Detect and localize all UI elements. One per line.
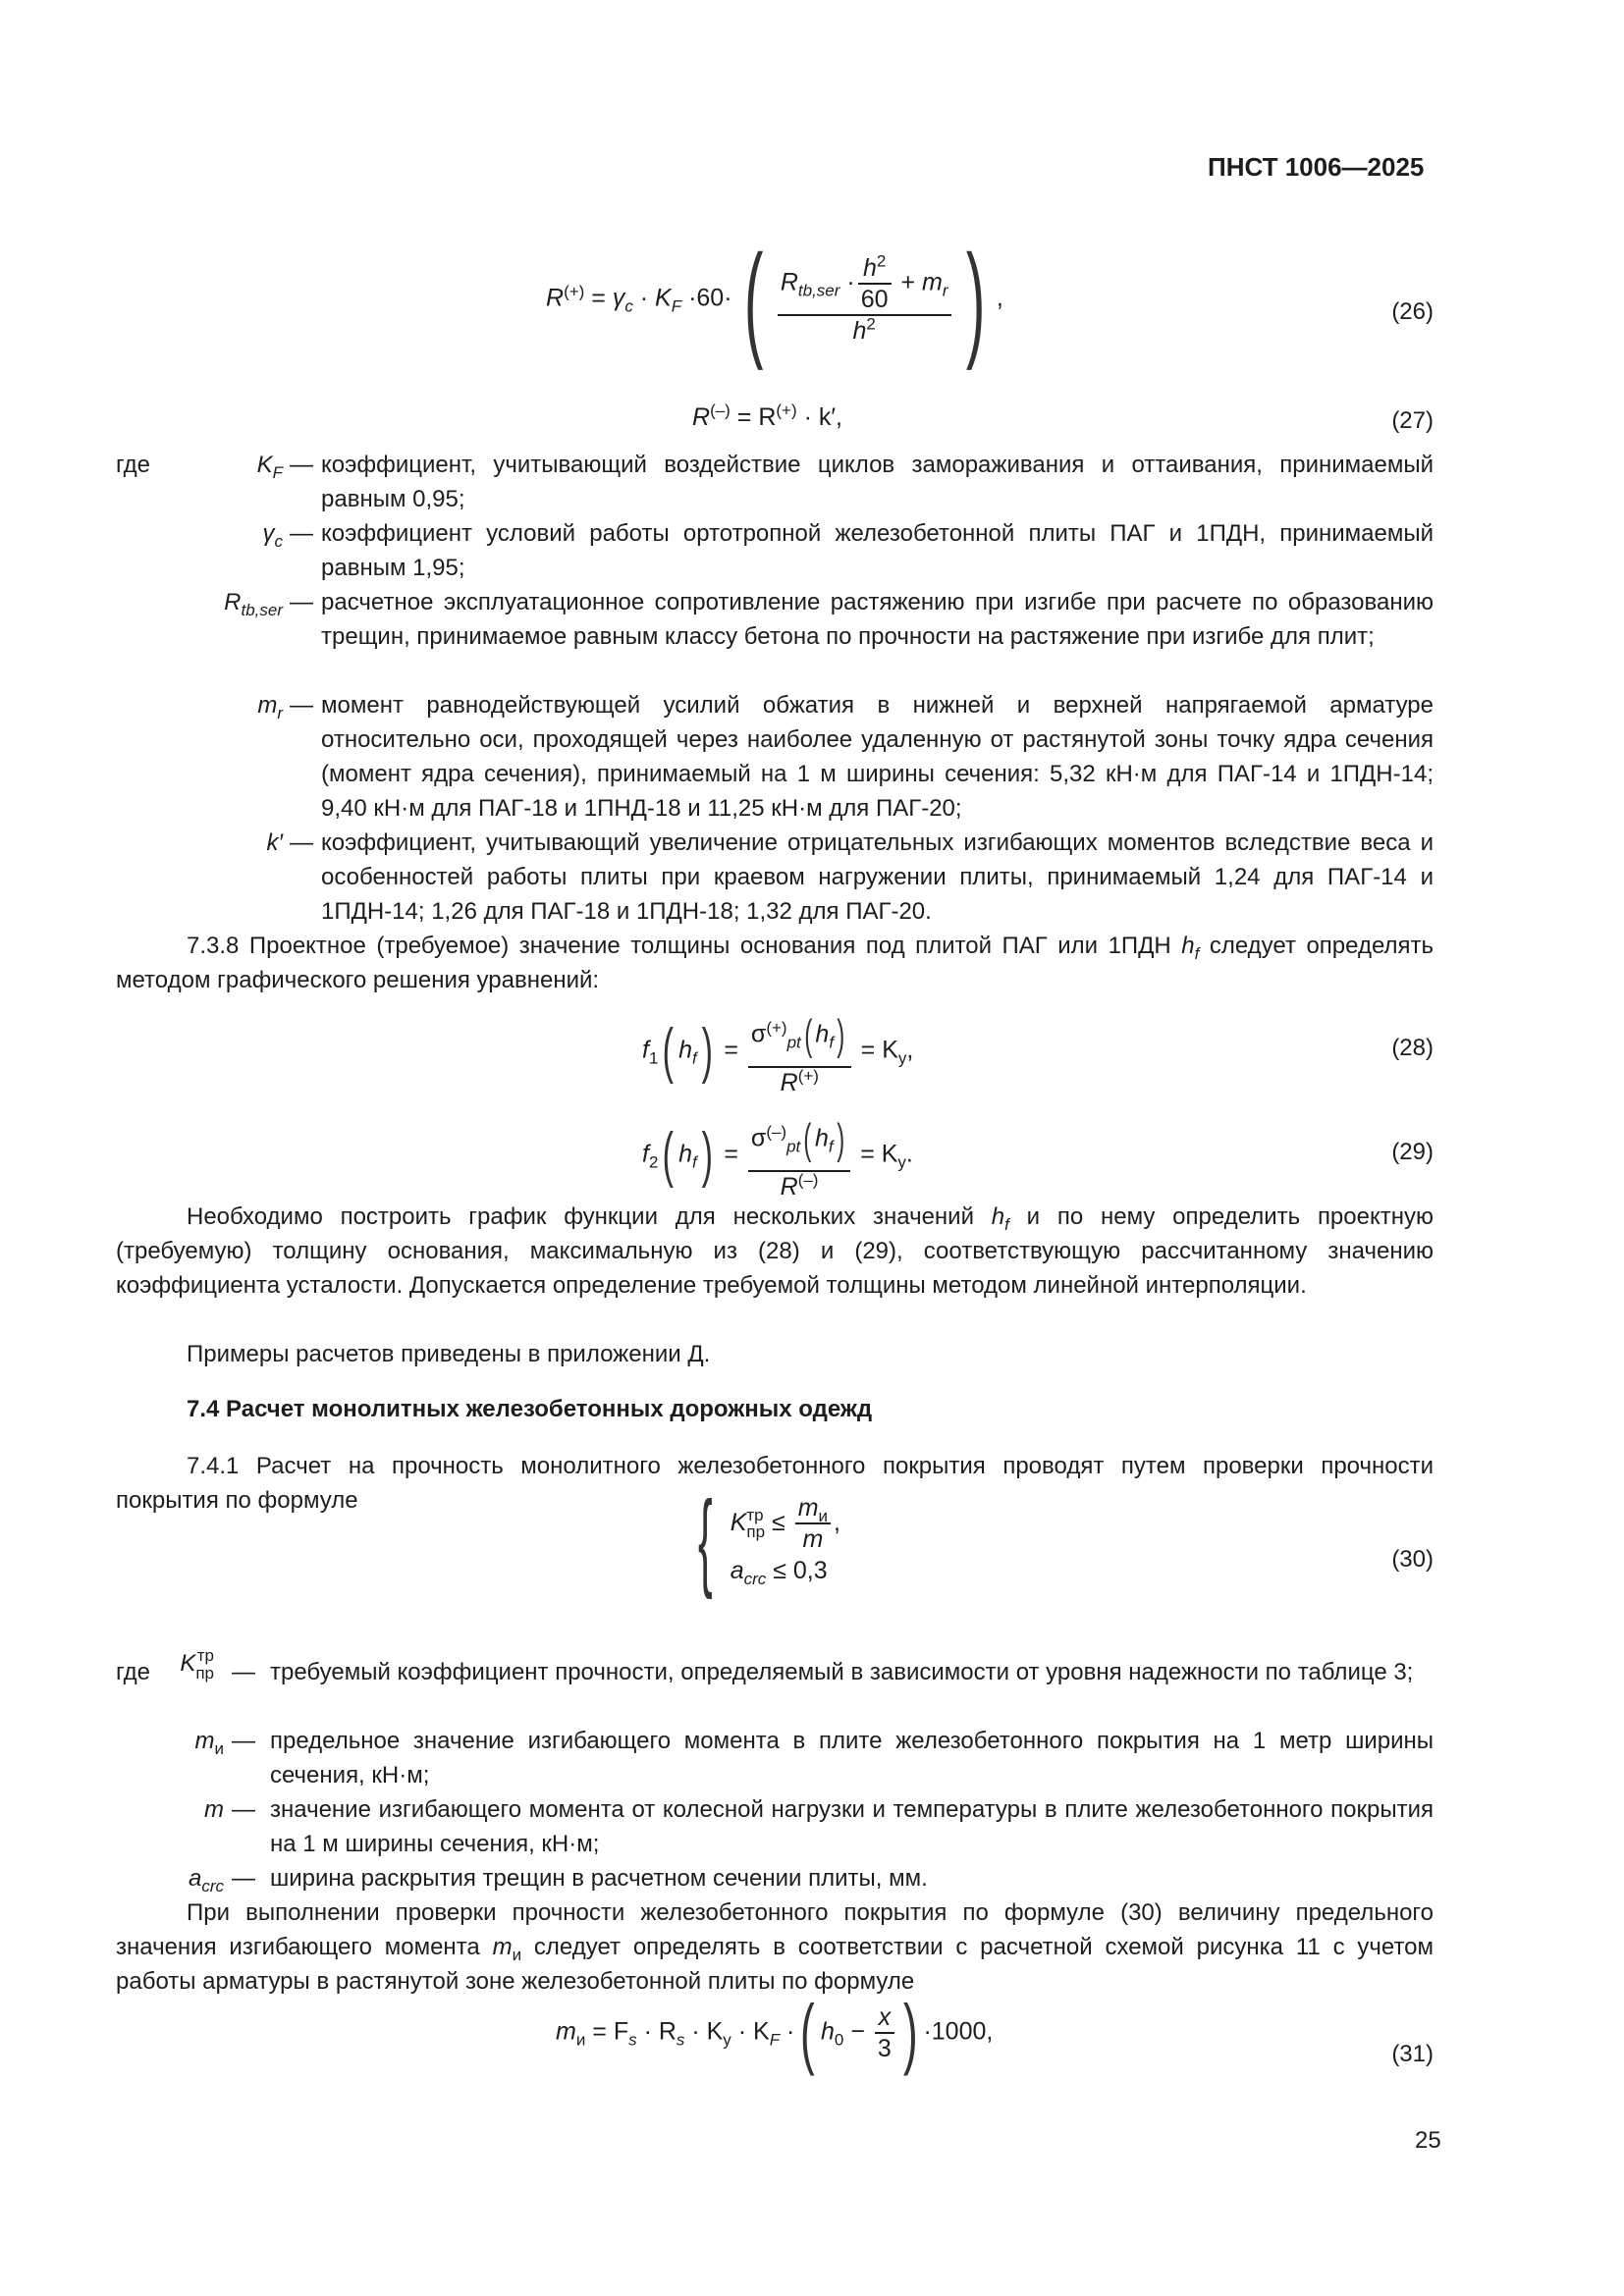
equation-number-31: (31) xyxy=(1391,2041,1434,2067)
equation-number-26: (26) xyxy=(1391,298,1434,325)
symbol-m: m xyxy=(204,1796,224,1823)
page-number: 25 xyxy=(1415,2127,1441,2154)
definition-dash: — xyxy=(290,589,313,615)
definition-r-tb-ser: расчетное эксплуатационное сопротивление растяжению при изгибе при расчете по образованию трещин, принимаемое равным классу бетона по прочности на растяжение при изгибе для плит; xyxy=(321,589,1434,650)
symbol-m-r: $m_r$ xyxy=(257,692,283,722)
section-heading-7-4: 7.4 Расчет монолитных железобетонных дорожных одежд xyxy=(187,1396,873,1422)
symbol-r-tb-ser: $R_{tb,ser}$ xyxy=(224,589,283,619)
definition-gamma-c: коэффициент условий работы ортотропной железобетонной плиты ПАГ и 1ПДН, принимаемый равным 1,95; xyxy=(321,520,1434,581)
formula-31-fraction: $\frac{x}{3}$ xyxy=(875,2002,894,2063)
symbol-a-crc: $a_{crc}$ xyxy=(188,1865,224,1896)
formula-28-fraction: $\frac{\sigma^{(+)}_{pt}( h_f)}{R^{(+)}}$ xyxy=(748,1005,851,1097)
paragraph-7-4-1: 7.4.1 Расчет на прочность монолитного железобетонного покрытия проводят путем проверки прочности покрытия по формуле xyxy=(116,1453,1434,1514)
formula-26-open-paren: ( xyxy=(743,228,763,371)
formula-30: { K тр пр ≤ $\frac{m_и}{m}$ , $a_{crc} \le 0,3$ xyxy=(698,1479,840,1600)
document-designation: ПНСТ 1006—2025 xyxy=(1208,152,1425,182)
definition-k-prime: коэффициент, учитывающий увеличение отрицательных изгибающих моментов вследствие веса и особенностей работы плиты при краевом нагружении плиты, принимаемый 1,24 для ПАГ-14 и 1ПДН-14; 1,26 для ПАГ-18 и 1ПДН-18; 1,32 для ПАГ-20. xyxy=(321,829,1434,925)
equation-number-30: (30) xyxy=(1391,1546,1434,1573)
formula-28: $f_1$( $h_f$) = $\frac{\sigma^{(+)}_{pt}( h_f)}{R^{(+)}}$ = $K_y$, xyxy=(642,1005,913,1097)
symbol-k-f: $K_F$ xyxy=(256,452,283,482)
definition-dash: — xyxy=(232,1865,255,1892)
paragraph-check: При выполнении проверки прочности железобетонного покрытия по формуле (30) величину предельного значения изгибающего момента $m_и$ следует определять в соответствии с расчетной схемой рисунка 11 с учетом работы арматуры в растянутой зоне железобетонной плиты по формуле xyxy=(116,1899,1435,1995)
definition-m: значение изгибающего момента от колесной нагрузки и температуры в плите железобетонного покрытия на 1 м ширины сечения, кН·м; xyxy=(270,1796,1434,1857)
definition-dash: — xyxy=(290,520,313,547)
equation-number-27: (27) xyxy=(1391,407,1434,434)
definition-dash: — xyxy=(232,1728,255,1754)
equation-number-29: (29) xyxy=(1391,1139,1434,1165)
definition-m-r: момент равнодействующей усилий обжатия в нижней и верхней напрягаемой арматуре относительно оси, проходящей через наиболее удаленную от растянутой зоны точку ядра сечения (момент ядра сечения), принимаемый на 1 м ширины сечения: 5,32 кН·м для ПАГ-14 и 1ПДН-14; 9,40 кН·м для ПАГ-18 и 1ПНД-18 и 11,25 кН·м для ПАГ-20; xyxy=(321,692,1434,822)
formula-27: R(–) = R(+) · k′, xyxy=(692,400,842,431)
definition-dash: — xyxy=(290,692,313,719)
definition-a-crc: ширина раскрытия трещин в расчетном сечении плиты, мм. xyxy=(270,1865,928,1892)
definition-k-f: коэффициент, учитывающий воздействие циклов замораживания и оттаивания, принимаемый равным 0,95; xyxy=(321,452,1434,512)
formula-29-fraction: $\frac{\sigma^{(-)}_{pt}( h_f)}{R^{(-)}}$ xyxy=(748,1109,850,1201)
formula-31: $m_и = F_s \cdot R_s \cdot K_y \cdot K_F$ ·( $h_0$ − $\frac{x}{3}$ ) ·1000, xyxy=(556,1989,994,2076)
where-label: где xyxy=(116,452,151,478)
where-label-2: где xyxy=(116,1659,151,1685)
formula-26-fraction: $R_{tb,ser}$ · $\frac{h^2}{60}$ + $m_r$ $h^2$ xyxy=(778,253,951,346)
symbol-k-prime: k′ xyxy=(266,829,283,856)
formula-26: $R^{(+)} = \gamma_c \cdot K_F \cdot 60\cdot$( $R_{tb,ser}$ · $\frac{h^2}{60}$ + $m_r$ $h^2$ ) , xyxy=(546,228,1003,371)
symbol-gamma-c: $\gamma_c$ xyxy=(262,520,283,551)
symbol-k-pr-tr: K тр пр xyxy=(180,1645,214,1682)
definition-dash: — xyxy=(232,1796,255,1823)
formula-30-brace: { xyxy=(698,1479,713,1600)
definition-k-pr-tr: требуемый коэффициент прочности, определяемый в зависимости от уровня надежности по таблице 3; xyxy=(270,1659,1414,1685)
paragraph-examples: Примеры расчетов приведены в приложении Д. xyxy=(187,1341,711,1367)
formula-26-close-paren: ) xyxy=(965,228,985,371)
definition-dash: — xyxy=(290,829,313,856)
equation-number-28: (28) xyxy=(1391,1035,1434,1061)
definition-dash: — xyxy=(232,1659,255,1685)
definition-m-i: предельное значение изгибающего момента в плите железобетонного покрытия на 1 метр ширины сечения, кН·м; xyxy=(270,1728,1434,1789)
formula-29: $f_2$( $h_f$) = $\frac{\sigma^{(-)}_{pt}( h_f)}{R^{(-)}}$ = $K_y$. xyxy=(642,1109,913,1201)
definition-dash: — xyxy=(290,452,313,478)
paragraph-7-3-8: 7.3.8 Проектное (требуемое) значение толщины основания под плитой ПАГ или 1ПДН $h_f$ следует определять методом графического решения уравнений: xyxy=(116,933,1435,993)
paragraph-graph: Необходимо построить график функции для нескольких значений $h_f$ и по нему определить проектную (требуемую) толщину основания, максимальную из (28) и (29), соответствующую рассчитанному значению коэффициента усталости. Допускается определение требуемой толщины методом линейной интерполяции. xyxy=(116,1203,1434,1299)
symbol-m-i: $m_и$ xyxy=(194,1728,224,1758)
